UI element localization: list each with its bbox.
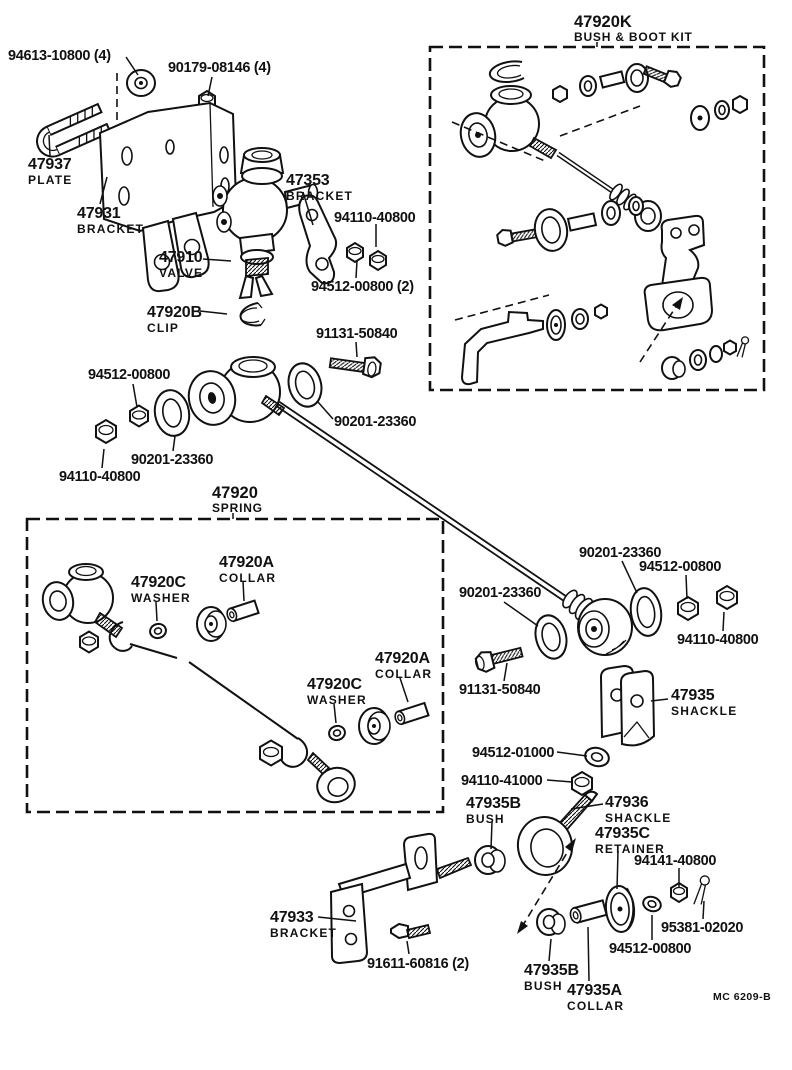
- part-number: 94613-10800 (4): [8, 48, 111, 64]
- drawing-code: MC 6209-B: [713, 991, 772, 1003]
- washer-94512-01000: [583, 745, 611, 769]
- bracket-47933: [331, 834, 471, 963]
- shackle-bolt-47936: [513, 792, 597, 880]
- label-47935: [671, 688, 737, 717]
- label-95381-02020: [661, 921, 743, 936]
- collar-47920A-1: [226, 601, 259, 623]
- part-number: 47910: [159, 249, 203, 266]
- label-47931: [77, 206, 144, 235]
- part-description: BRACKET: [286, 188, 354, 203]
- part-description: BRACKET: [77, 221, 145, 236]
- part-number: 47931: [77, 205, 121, 222]
- label-47920A-2: [375, 651, 432, 680]
- kit-small-parts-top: [553, 61, 747, 130]
- part-number: 47937: [28, 156, 72, 173]
- retainer-47935C: [604, 885, 636, 933]
- nut-94512-a: [347, 243, 363, 262]
- part-number: 47920B: [147, 304, 202, 321]
- part-number: 94110-41000: [461, 773, 543, 789]
- part-number: 90201-23360: [334, 414, 417, 430]
- spring-eye-fitting: [308, 753, 360, 807]
- collar-disc-2: [359, 708, 390, 744]
- clip-47920B: [241, 303, 265, 325]
- label-91611-60816: [367, 957, 469, 972]
- label-94613-10800: [8, 49, 111, 64]
- label-94512-00800-d: [609, 942, 691, 957]
- part-description: CLIP: [147, 320, 180, 335]
- bracket-47353: [299, 195, 336, 283]
- part-description: SHACKLE: [605, 810, 672, 825]
- part-number: 94512-01000: [472, 745, 555, 761]
- nut-94110-c: [717, 586, 737, 609]
- bush-47935B-2: [537, 909, 565, 935]
- part-number: 91131-50840: [459, 682, 541, 698]
- label-47933: [270, 910, 337, 939]
- part-number: 94512-00800 (2): [311, 279, 414, 295]
- part-description: BRACKET: [270, 925, 338, 940]
- part-number: 47920C: [131, 574, 186, 591]
- label-47910: [159, 250, 203, 279]
- part-description: WASHER: [307, 692, 367, 707]
- kit-lever-plate: [462, 312, 543, 384]
- part-number: 94110-40800: [677, 632, 759, 648]
- label-47935A: [567, 983, 624, 1012]
- part-number: 90201-23360: [459, 585, 542, 601]
- part-number: 47935: [671, 687, 715, 704]
- label-94110-40800-b: [59, 470, 140, 485]
- label-94110-40800-c: [677, 633, 758, 648]
- label-47935C: [595, 826, 665, 855]
- nut-94512-b: [130, 406, 148, 427]
- valve-assembly: [184, 357, 284, 429]
- washer-90201-b: [151, 387, 192, 438]
- spring-nut: [260, 741, 282, 766]
- spring-rod: [278, 404, 570, 602]
- label-bush-boot-kit-box: [574, 14, 693, 44]
- part-number: 95381-02020: [661, 920, 744, 936]
- label-47937: [28, 157, 72, 186]
- part-number: 47935B: [524, 962, 579, 979]
- washer-90201-a: [284, 360, 326, 411]
- label-47920C-1: [131, 575, 191, 604]
- part-number: 90201-23360: [579, 545, 662, 561]
- bolt-91131-b: [474, 643, 524, 674]
- label-90201-23360-a: [131, 453, 213, 468]
- part-number: 47936: [605, 794, 649, 811]
- part-number: 90179-08146 (4): [168, 60, 271, 76]
- label-94110-41000: [461, 774, 542, 789]
- part-number: 94110-40800: [334, 210, 416, 226]
- washer-90201-c: [531, 612, 571, 662]
- part-description: COLLAR: [375, 666, 433, 681]
- label-90201-23360-b: [334, 415, 416, 430]
- part-number: 94512-00800: [88, 367, 171, 383]
- label-spring-box: [212, 485, 263, 515]
- nut-94512-c: [678, 597, 698, 620]
- washer-90201-d: [628, 586, 664, 638]
- part-number: 90201-23360: [131, 452, 214, 468]
- part-description: VALVE: [159, 265, 204, 280]
- washer-94512-d: [641, 894, 663, 913]
- part-number: 47935A: [567, 982, 622, 999]
- plate-47937: [32, 104, 110, 162]
- part-number: 47920A: [375, 650, 430, 667]
- kit-shackle-plates: [645, 216, 712, 330]
- part-number: 94141-40800: [634, 853, 717, 869]
- part-number: 91131-50840: [316, 326, 398, 342]
- part-number: 47935B: [466, 795, 521, 812]
- part-description: BUSH: [524, 978, 563, 993]
- bolt-91131-a: [329, 351, 381, 378]
- part-number: 47933: [270, 909, 314, 926]
- label-94512-00800-a: [311, 280, 414, 295]
- part-number: 47920A: [219, 554, 274, 571]
- label-47920C-2: [307, 677, 367, 706]
- nut-94110-a: [370, 251, 386, 270]
- bolt-91611: [391, 924, 430, 938]
- part-description: PLATE: [28, 172, 73, 187]
- part-number: 91611-60816 (2): [367, 956, 469, 972]
- part-description: SHACKLE: [671, 703, 738, 718]
- label-94141-40800: [634, 854, 716, 869]
- label-47935B-1: [466, 796, 521, 825]
- label-94512-00800-c: [639, 560, 721, 575]
- kit-code: 47920K: [574, 13, 632, 31]
- kit-snap-ring: [490, 61, 524, 82]
- kit-small-parts-mid: [497, 197, 643, 253]
- part-number: 94512-00800: [639, 559, 722, 575]
- washer-94613: [127, 70, 155, 96]
- nut-94110-b: [96, 420, 116, 443]
- part-number: 47353: [286, 172, 330, 189]
- kit-code: 47920: [212, 484, 258, 502]
- part-number: 47920C: [307, 676, 362, 693]
- label-90201-23360-d: [459, 586, 541, 601]
- collar-47920A-2: [394, 703, 429, 725]
- collar-disc-1: [197, 607, 226, 641]
- part-description: COLLAR: [219, 570, 277, 585]
- cotter-pin-95381: [692, 875, 710, 907]
- part-number: 94110-40800: [59, 469, 141, 485]
- washer-47920C-2: [327, 724, 346, 742]
- label-94512-00800-b: [88, 368, 170, 383]
- bush-47935B-1: [475, 846, 505, 874]
- label-47920B: [147, 305, 202, 334]
- label-94512-01000: [472, 746, 554, 761]
- kit-description: SPRING: [212, 501, 263, 516]
- part-description: RETAINER: [595, 841, 666, 856]
- label-91131-50840-a: [316, 327, 397, 342]
- part-number: 94512-00800: [609, 941, 692, 957]
- part-description: COLLAR: [567, 998, 625, 1013]
- label-47353: [286, 173, 353, 202]
- kit-description: BUSH & BOOT KIT: [574, 30, 693, 45]
- label-90179-08146: [168, 61, 271, 76]
- label-47920A-1: [219, 555, 276, 584]
- part-number: 47935C: [595, 825, 650, 842]
- part-description: BUSH: [466, 811, 505, 826]
- collar-47935A: [569, 900, 607, 924]
- label-47936: [605, 795, 671, 824]
- washer-47920C-1: [148, 622, 167, 640]
- part-description: WASHER: [131, 590, 191, 605]
- rod-bellows-drum: [560, 588, 632, 655]
- label-91131-50840-b: [459, 683, 540, 698]
- label-94110-40800-a: [334, 211, 415, 226]
- kit-valve-body: [457, 86, 556, 160]
- shackle-47935: [601, 666, 654, 745]
